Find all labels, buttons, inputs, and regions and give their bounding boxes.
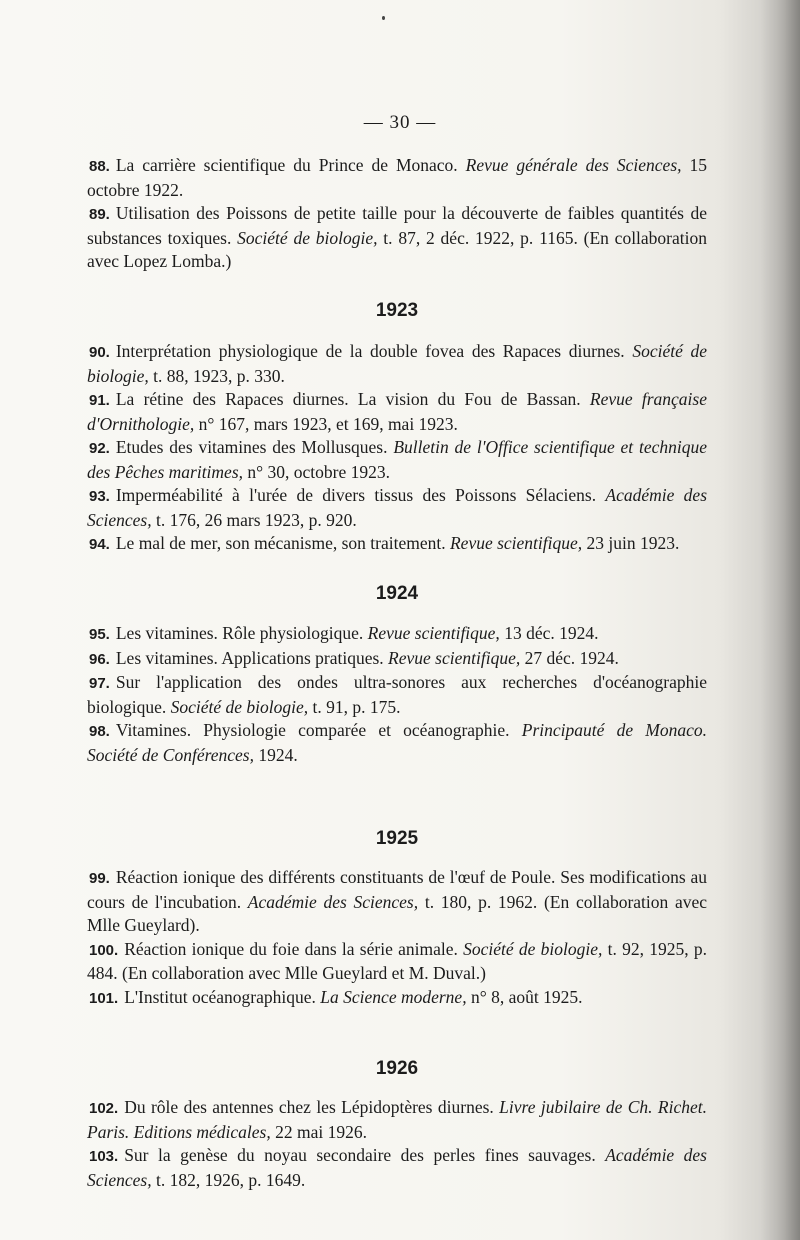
year-heading-1924: 1924 [375, 583, 419, 604]
year-heading-1926: 1926 [375, 1058, 419, 1079]
entries-pre-1923 [87, 154, 707, 274]
year-heading-1923: 1923 [375, 300, 419, 321]
entries-1926 [87, 1096, 707, 1192]
bib-entry-88: 88. La carrière scientifique du Prince de Monaco. Revue générale des Sciences, 15 octobre 1922. [87, 155, 707, 200]
bib-entry-93: 93. Imperméabilité à l'urée de divers tissus des Poissons Sélaciens. Académie des Sciences, t. 176, 26 mars 1923, p. 920. [87, 485, 708, 530]
bib-entry-95: 95. Les vitamines. Rôle physiologique. Revue scientifique, 13 déc. 1924. [89, 623, 599, 643]
entries-1923 [87, 340, 707, 557]
bib-entry-103: 103. Sur la genèse du noyau secondaire des perles fines sauvages. Académie des Sciences, t. 182, 1926, p. 1649. [87, 1145, 707, 1190]
bib-entry-101: 101. L'Institut océanographique. La Science moderne, n° 8, août 1925. [89, 986, 583, 1007]
bib-entry-90: 90. Interprétation physiologique de la double fovea des Rapaces diurnes. Société de biologie, t. 88, 1923, p. 330. [87, 341, 708, 386]
ink-speck [382, 16, 385, 20]
bib-entry-94: 94. Le mal de mer, son mécanisme, son traitement. Revue scientifique, 23 juin 1923. [89, 533, 680, 553]
bib-entry-91: 91. La rétine des Rapaces diurnes. La vision du Fou de Bassan. Revue française d'Ornithologie, n° 167, mars 1923, et 169, mai 1923. [87, 389, 707, 434]
entries-1924 [87, 622, 707, 767]
bib-entry-100: 100. Réaction ionique du foie dans la série animale. Société de biologie, t. 92, 1925, p. 484. (En collaboration avec Mlle Gueylard et M. Duval.) [87, 938, 707, 983]
bib-entry-99: 99. Réaction ionique des différents constituants de l'œuf de Poule. Ses modifications au cours de l'incubation. Académie des Sciences, t. 180, p. 1962. (En collaboration avec Mlle Gueylard). [87, 867, 708, 935]
entries-1925 [87, 866, 707, 1010]
bib-entry-92: 92. Etudes des vitamines des Mollusques. Bulletin de l'Office scientifique et technique des Pêches maritimes, n° 30, octobre 1923. [87, 437, 707, 482]
bib-entry-89: 89. Utilisation des Poissons de petite taille pour la découverte de faibles quantités de substances toxiques. Société de biologie, t. 87, 2 déc. 1922, p. 1165. (En collaboration avec Lopez Lomba.) [87, 203, 708, 271]
page-edge-shadow [760, 0, 800, 1240]
page-number: — 30 — [363, 112, 437, 133]
year-heading-1925: 1925 [375, 828, 419, 849]
bib-entry-102: 102. Du rôle des antennes chez les Lépidoptères diurnes. Livre jubilaire de Ch. Richet. Paris. Editions médicales, 22 mai 1926. [87, 1097, 708, 1142]
bib-entry-98: 98. Vitamines. Physiologie comparée et océanographie. Principauté de Monaco. Société de Conférences, 1924. [87, 720, 708, 765]
bib-entry-97: 97. Sur l'application des ondes ultra-sonores aux recherches d'océanographie biologique. Société de biologie, t. 91, p. 175. [87, 672, 707, 717]
bib-entry-96: 96. Les vitamines. Applications pratiques. Revue scientifique, 27 déc. 1924. [89, 647, 619, 668]
